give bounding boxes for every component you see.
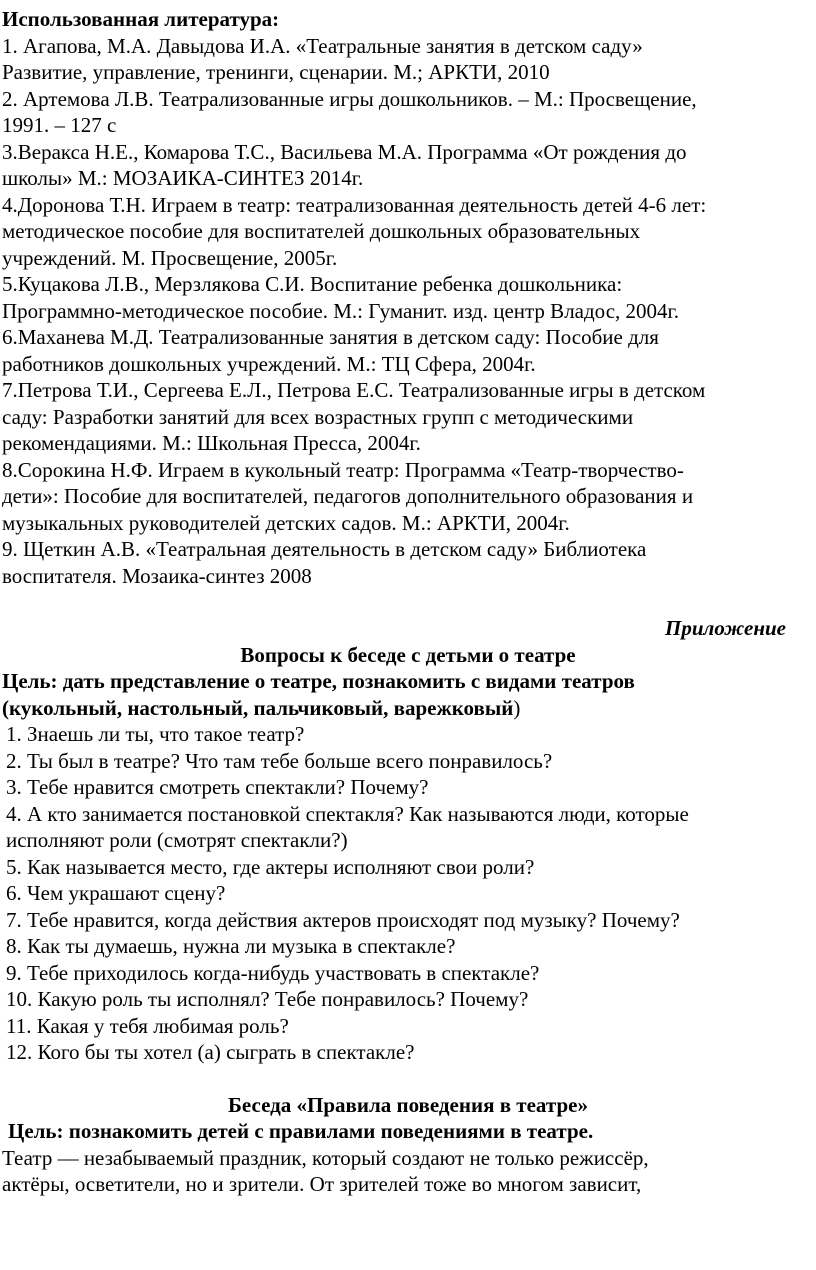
question-item: 12. Кого бы ты хотел (а) сыграть в спектакле? (6, 1040, 415, 1064)
appendix-goal (2, 668, 814, 721)
literature-line: воспитателя. Мозаика-синтез 2008 (2, 563, 312, 588)
goal-line: (кукольный, настольный, пальчиковый, варежковый (2, 695, 514, 720)
question-item: 3. Тебе нравится смотреть спектакли? Почему? (6, 775, 429, 799)
question-list (2, 721, 814, 1066)
literature-line: 6.Маханева М.Д. Театрализованные занятия в детском саду: Пособие для (2, 325, 659, 349)
question-item-continued: исполняют роли (смотрят спектакли?) (6, 828, 348, 852)
literature-item (2, 324, 814, 377)
literature-line: 1991. – 127 с (2, 113, 117, 137)
literature-item (2, 457, 814, 537)
literature-line: 8.Сорокина Н.Ф. Играем в кукольный театр: Программа «Театр-творчество- (2, 457, 684, 482)
literature-line: музыкальных руководителей детских садов. М.: АРКТИ, 2004г. (2, 510, 570, 535)
literature-item (2, 139, 814, 192)
literature-line: дети»: Пособие для воспитателей, педагогов дополнительного образования и (2, 484, 694, 508)
literature-item (2, 377, 814, 457)
literature-line: школы» М.: МОЗАИКА-СИНТЕЗ 2014г. (2, 166, 364, 190)
literature-line: 4.Доронова Т.Н. Играем в театр: театрализованная деятельность детей 4-6 лет: (2, 192, 707, 217)
body-line: актёры, осветители, но и зрители. От зрителей тоже во многом зависит, (2, 1172, 642, 1196)
goal-close-paren: ) (513, 695, 521, 720)
literature-line: 7.Петрова Т.И., Сергеева Е.Л., Петрова Е.С. Театрализованные игры в детском (2, 378, 706, 402)
conversation-title: Беседа «Правила поведения в театре» (228, 1092, 588, 1117)
question-item: 2. Ты был в театре? Что там тебе больше всего понравилось? (6, 748, 553, 773)
literature-item (2, 33, 814, 86)
question-item: 4. А кто занимается постановкой спектакля? Как называются люди, которые (6, 801, 689, 826)
literature-line: Программно-методическое пособие. М.: Гуманит. изд. центр Владос, 2004г. (2, 298, 680, 323)
literature-line: 9. Щеткин А.В. «Театральная деятельность в детском саду» Библиотека (2, 537, 647, 561)
body-line: Театр — незабываемый праздник, который создают не только режиссёр, (2, 1145, 649, 1170)
question-item: 8. Как ты думаешь, нужна ли музыка в спектакле? (6, 934, 456, 958)
goal-line-wrap (2, 695, 814, 722)
spacer (2, 589, 814, 615)
question-item: 1. Знаешь ли ты, что такое театр? (6, 722, 305, 746)
question-item: 5. Как называется место, где актеры исполняют свои роли? (6, 854, 535, 879)
literature-line: методическое пособие для воспитателей дошкольных образовательных (2, 219, 641, 243)
conversation-body (2, 1145, 814, 1198)
literature-item (2, 536, 814, 589)
literature-line: учреждений. М. Просвещение, 2005г. (2, 245, 338, 270)
question-item: 7. Тебе нравится, когда действия актеров происходят под музыку? Почему? (6, 907, 680, 932)
question-item: 6. Чем украшают сцену? (6, 881, 226, 905)
question-item: 11. Какая у тебя любимая роль? (6, 1013, 289, 1038)
question-item: 9. Тебе приходилось когда-нибудь участвовать в спектакле? (6, 960, 540, 985)
spacer (2, 1066, 814, 1092)
literature-line: 3.Веракса Н.Е., Комарова Т.С., Васильева М.А. Программа «От рождения до (2, 139, 687, 164)
appendix-label: Приложение (665, 616, 786, 640)
literature-item (2, 86, 814, 139)
conversation-goal: Цель: познакомить детей с правилами поведениями в театре. (8, 1119, 594, 1143)
literature-line: 5.Куцакова Л.В., Мерзлякова С.И. Воспитание ребенка дошкольника: (2, 272, 623, 296)
goal-line: Цель: дать представление о театре, познакомить с видами театров (2, 669, 635, 693)
literature-heading: Использованная литература: (2, 7, 280, 31)
appendix-title: Вопросы к беседе с детьми о театре (240, 642, 576, 667)
literature-line: саду: Разработки занятий для всех возрастных групп с методическими (2, 404, 634, 429)
question-item: 10. Какую роль ты исполнял? Тебе понравилось? Почему? (6, 987, 529, 1011)
literature-line: 2. Артемова Л.В. Театрализованные игры дошкольников. – М.: Просвещение, (2, 86, 697, 111)
literature-item (2, 271, 814, 324)
literature-item (2, 192, 814, 272)
literature-line: работников дошкольных учреждений. М.: ТЦ Сфера, 2004г. (2, 351, 536, 376)
literature-line: 1. Агапова, М.А. Давыдова И.А. «Театральные занятия в детском саду» (2, 33, 643, 58)
literature-line: Развитие, управление, тренинги, сценарии. М.; АРКТИ, 2010 (2, 60, 550, 84)
literature-list (2, 33, 814, 590)
literature-line: рекомендациями. М.: Школьная Пресса, 2004г. (2, 431, 421, 455)
